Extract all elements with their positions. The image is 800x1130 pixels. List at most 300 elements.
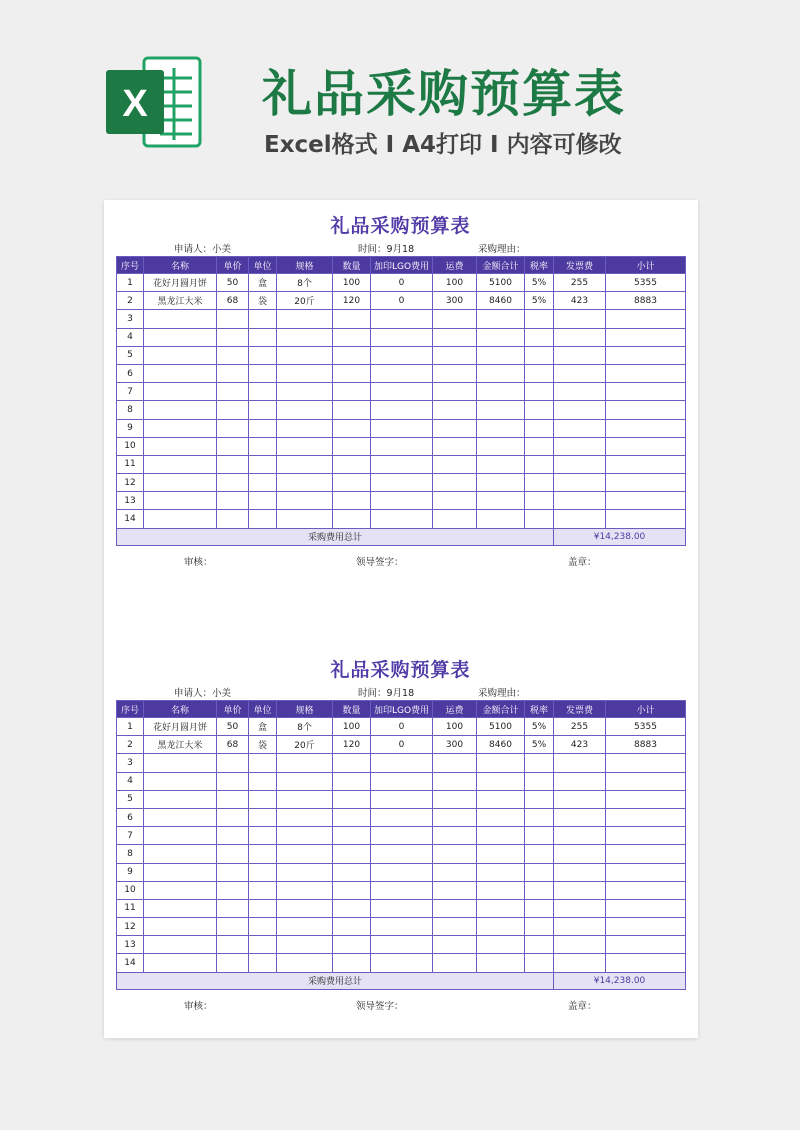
table-cell[interactable]	[333, 808, 371, 826]
table-cell[interactable]	[144, 790, 217, 808]
table-cell[interactable]	[433, 346, 477, 364]
table-cell[interactable]	[277, 754, 333, 772]
table-cell[interactable]	[554, 754, 606, 772]
table-cell[interactable]: 255	[554, 274, 606, 292]
table-cell[interactable]	[433, 863, 477, 881]
table-cell[interactable]	[477, 437, 525, 455]
table-cell[interactable]	[371, 474, 433, 492]
table-cell[interactable]	[333, 881, 371, 899]
table-cell[interactable]	[525, 437, 554, 455]
table-cell[interactable]	[525, 310, 554, 328]
table-cell[interactable]	[371, 346, 433, 364]
table-cell[interactable]	[249, 455, 277, 473]
table-cell[interactable]	[433, 474, 477, 492]
table-cell[interactable]	[606, 401, 686, 419]
table-cell[interactable]	[217, 383, 249, 401]
table-cell[interactable]	[525, 772, 554, 790]
table-cell[interactable]	[144, 419, 217, 437]
table-cell[interactable]: 0	[371, 736, 433, 754]
table-cell[interactable]	[144, 455, 217, 473]
table-cell[interactable]: 5	[117, 790, 144, 808]
table-cell[interactable]	[371, 772, 433, 790]
table-cell[interactable]: 2	[117, 736, 144, 754]
table-cell[interactable]	[217, 364, 249, 382]
table-cell[interactable]: 13	[117, 936, 144, 954]
table-cell[interactable]: 花好月圆月饼	[144, 274, 217, 292]
table-cell[interactable]	[477, 346, 525, 364]
table-cell[interactable]	[277, 954, 333, 972]
table-cell[interactable]	[333, 437, 371, 455]
table-cell[interactable]: 盒	[249, 274, 277, 292]
table-cell[interactable]	[525, 455, 554, 473]
table-cell[interactable]	[144, 754, 217, 772]
table-cell[interactable]	[433, 954, 477, 972]
table-cell[interactable]	[606, 383, 686, 401]
table-cell[interactable]: 黑龙江大米	[144, 292, 217, 310]
table-cell[interactable]	[606, 899, 686, 917]
table-cell[interactable]	[333, 954, 371, 972]
table-cell[interactable]	[606, 437, 686, 455]
table-cell[interactable]	[433, 328, 477, 346]
table-cell[interactable]	[217, 918, 249, 936]
table-cell[interactable]: 10	[117, 437, 144, 455]
table-cell[interactable]: 7	[117, 383, 144, 401]
table-cell[interactable]	[333, 364, 371, 382]
table-cell[interactable]	[333, 455, 371, 473]
table-cell[interactable]	[144, 827, 217, 845]
table-cell[interactable]	[606, 881, 686, 899]
table-cell[interactable]	[554, 310, 606, 328]
table-cell[interactable]: 7	[117, 827, 144, 845]
table-cell[interactable]	[249, 936, 277, 954]
table-cell[interactable]	[554, 419, 606, 437]
table-cell[interactable]	[277, 364, 333, 382]
table-cell[interactable]	[144, 954, 217, 972]
table-cell[interactable]	[525, 808, 554, 826]
table-cell[interactable]	[606, 790, 686, 808]
table-cell[interactable]	[477, 510, 525, 528]
table-cell[interactable]: 6	[117, 364, 144, 382]
table-cell[interactable]	[277, 492, 333, 510]
table-cell[interactable]	[554, 401, 606, 419]
table-cell[interactable]	[217, 310, 249, 328]
table-cell[interactable]	[433, 310, 477, 328]
table-cell[interactable]	[249, 899, 277, 917]
table-cell[interactable]	[277, 772, 333, 790]
table-cell[interactable]	[371, 419, 433, 437]
table-cell[interactable]	[144, 310, 217, 328]
table-cell[interactable]	[477, 328, 525, 346]
table-cell[interactable]: 8883	[606, 736, 686, 754]
table-cell[interactable]	[477, 492, 525, 510]
table-cell[interactable]	[277, 346, 333, 364]
table-cell[interactable]	[606, 863, 686, 881]
table-cell[interactable]	[217, 845, 249, 863]
table-cell[interactable]	[606, 419, 686, 437]
table-cell[interactable]	[554, 808, 606, 826]
table-cell[interactable]	[333, 918, 371, 936]
table-cell[interactable]	[144, 346, 217, 364]
table-cell[interactable]: 50	[217, 718, 249, 736]
table-cell[interactable]	[525, 936, 554, 954]
table-cell[interactable]	[525, 827, 554, 845]
table-cell[interactable]	[371, 863, 433, 881]
table-cell[interactable]	[525, 364, 554, 382]
table-cell[interactable]	[477, 419, 525, 437]
table-cell[interactable]	[144, 328, 217, 346]
table-cell[interactable]	[277, 328, 333, 346]
table-cell[interactable]: 11	[117, 899, 144, 917]
table-cell[interactable]	[606, 918, 686, 936]
table-cell[interactable]	[333, 899, 371, 917]
table-cell[interactable]	[217, 510, 249, 528]
table-cell[interactable]	[249, 419, 277, 437]
table-cell[interactable]	[433, 881, 477, 899]
table-cell[interactable]	[249, 790, 277, 808]
table-cell[interactable]	[371, 790, 433, 808]
table-cell[interactable]	[477, 936, 525, 954]
table-cell[interactable]: 14	[117, 954, 144, 972]
table-cell[interactable]	[217, 474, 249, 492]
table-cell[interactable]: 花好月圆月饼	[144, 718, 217, 736]
table-cell[interactable]	[477, 954, 525, 972]
table-cell[interactable]	[249, 310, 277, 328]
table-cell[interactable]	[554, 881, 606, 899]
table-cell[interactable]	[249, 954, 277, 972]
table-cell[interactable]	[333, 772, 371, 790]
table-cell[interactable]	[333, 863, 371, 881]
table-cell[interactable]: 4	[117, 772, 144, 790]
table-cell[interactable]	[277, 790, 333, 808]
table-cell[interactable]: 8个	[277, 718, 333, 736]
table-cell[interactable]: 10	[117, 881, 144, 899]
table-cell[interactable]	[371, 437, 433, 455]
table-cell[interactable]	[144, 918, 217, 936]
table-cell[interactable]	[333, 474, 371, 492]
table-cell[interactable]	[433, 827, 477, 845]
table-cell[interactable]	[433, 845, 477, 863]
table-cell[interactable]	[249, 383, 277, 401]
table-cell[interactable]: 0	[371, 274, 433, 292]
table-cell[interactable]	[217, 437, 249, 455]
table-cell[interactable]	[371, 918, 433, 936]
table-cell[interactable]	[371, 936, 433, 954]
table-cell[interactable]	[554, 899, 606, 917]
table-cell[interactable]	[477, 401, 525, 419]
table-cell[interactable]	[144, 510, 217, 528]
table-cell[interactable]	[554, 772, 606, 790]
table-cell[interactable]: 120	[333, 736, 371, 754]
table-cell[interactable]	[277, 899, 333, 917]
table-cell[interactable]: 100	[333, 274, 371, 292]
table-cell[interactable]	[217, 881, 249, 899]
table-cell[interactable]	[217, 492, 249, 510]
table-cell[interactable]: 20斤	[277, 292, 333, 310]
table-cell[interactable]	[144, 492, 217, 510]
table-cell[interactable]	[249, 510, 277, 528]
table-cell[interactable]	[433, 808, 477, 826]
table-cell[interactable]	[277, 827, 333, 845]
table-cell[interactable]	[477, 899, 525, 917]
table-cell[interactable]	[606, 364, 686, 382]
table-cell[interactable]	[433, 364, 477, 382]
table-cell[interactable]: 2	[117, 292, 144, 310]
table-cell[interactable]	[277, 310, 333, 328]
table-cell[interactable]	[217, 401, 249, 419]
table-cell[interactable]: 68	[217, 292, 249, 310]
table-cell[interactable]: 100	[433, 274, 477, 292]
table-cell[interactable]: 8883	[606, 292, 686, 310]
table-cell[interactable]	[217, 954, 249, 972]
table-cell[interactable]	[333, 310, 371, 328]
table-cell[interactable]: 423	[554, 736, 606, 754]
table-cell[interactable]	[606, 772, 686, 790]
table-cell[interactable]	[217, 419, 249, 437]
table-cell[interactable]	[554, 954, 606, 972]
table-cell[interactable]	[277, 808, 333, 826]
table-cell[interactable]	[525, 954, 554, 972]
table-cell[interactable]	[277, 918, 333, 936]
table-cell[interactable]	[554, 346, 606, 364]
table-cell[interactable]	[554, 328, 606, 346]
table-cell[interactable]: 300	[433, 292, 477, 310]
table-cell[interactable]	[144, 772, 217, 790]
table-cell[interactable]	[477, 790, 525, 808]
table-cell[interactable]	[433, 510, 477, 528]
table-cell[interactable]: 120	[333, 292, 371, 310]
table-cell[interactable]	[217, 328, 249, 346]
table-cell[interactable]	[606, 310, 686, 328]
table-cell[interactable]	[525, 510, 554, 528]
table-cell[interactable]	[144, 364, 217, 382]
table-cell[interactable]: 14	[117, 510, 144, 528]
table-cell[interactable]	[606, 845, 686, 863]
table-cell[interactable]	[277, 437, 333, 455]
table-cell[interactable]	[333, 492, 371, 510]
table-cell[interactable]	[525, 328, 554, 346]
table-cell[interactable]	[477, 863, 525, 881]
table-cell[interactable]	[433, 899, 477, 917]
table-cell[interactable]	[554, 790, 606, 808]
table-cell[interactable]	[554, 492, 606, 510]
table-cell[interactable]	[554, 364, 606, 382]
table-cell[interactable]: 5355	[606, 274, 686, 292]
table-cell[interactable]	[606, 827, 686, 845]
table-cell[interactable]	[606, 346, 686, 364]
table-cell[interactable]	[333, 790, 371, 808]
table-cell[interactable]: 8	[117, 845, 144, 863]
table-cell[interactable]	[333, 827, 371, 845]
table-cell[interactable]	[249, 772, 277, 790]
table-cell[interactable]: 5355	[606, 718, 686, 736]
table-cell[interactable]	[249, 346, 277, 364]
table-cell[interactable]	[144, 383, 217, 401]
table-cell[interactable]	[525, 754, 554, 772]
table-cell[interactable]: 3	[117, 310, 144, 328]
table-cell[interactable]	[606, 936, 686, 954]
table-cell[interactable]	[371, 383, 433, 401]
table-cell[interactable]	[277, 845, 333, 863]
table-cell[interactable]	[217, 899, 249, 917]
table-cell[interactable]: 50	[217, 274, 249, 292]
table-cell[interactable]: 1	[117, 718, 144, 736]
table-cell[interactable]	[606, 754, 686, 772]
table-cell[interactable]: 20斤	[277, 736, 333, 754]
table-cell[interactable]	[606, 455, 686, 473]
table-cell[interactable]: 5100	[477, 718, 525, 736]
table-cell[interactable]: 13	[117, 492, 144, 510]
table-cell[interactable]	[477, 474, 525, 492]
table-cell[interactable]	[477, 808, 525, 826]
table-cell[interactable]	[554, 936, 606, 954]
table-cell[interactable]	[554, 474, 606, 492]
table-cell[interactable]	[433, 455, 477, 473]
table-cell[interactable]	[371, 364, 433, 382]
table-cell[interactable]: 5	[117, 346, 144, 364]
table-cell[interactable]	[525, 346, 554, 364]
table-cell[interactable]	[249, 401, 277, 419]
table-cell[interactable]	[554, 455, 606, 473]
table-cell[interactable]	[606, 492, 686, 510]
table-cell[interactable]	[249, 827, 277, 845]
table-cell[interactable]: 12	[117, 474, 144, 492]
table-cell[interactable]: 423	[554, 292, 606, 310]
table-cell[interactable]: 5%	[525, 292, 554, 310]
table-cell[interactable]	[144, 401, 217, 419]
table-cell[interactable]: 5%	[525, 736, 554, 754]
table-cell[interactable]	[477, 918, 525, 936]
table-cell[interactable]	[433, 754, 477, 772]
table-cell[interactable]: 11	[117, 455, 144, 473]
table-cell[interactable]	[277, 881, 333, 899]
table-cell[interactable]: 9	[117, 419, 144, 437]
table-cell[interactable]	[371, 954, 433, 972]
table-cell[interactable]: 8	[117, 401, 144, 419]
table-cell[interactable]	[554, 827, 606, 845]
table-cell[interactable]: 8个	[277, 274, 333, 292]
table-cell[interactable]	[333, 510, 371, 528]
table-cell[interactable]	[144, 881, 217, 899]
table-cell[interactable]	[333, 754, 371, 772]
table-cell[interactable]	[433, 936, 477, 954]
table-cell[interactable]: 5100	[477, 274, 525, 292]
table-cell[interactable]	[477, 754, 525, 772]
table-cell[interactable]	[554, 845, 606, 863]
table-cell[interactable]	[277, 419, 333, 437]
table-cell[interactable]	[249, 492, 277, 510]
table-cell[interactable]	[249, 364, 277, 382]
table-cell[interactable]	[606, 474, 686, 492]
table-cell[interactable]	[249, 881, 277, 899]
table-cell[interactable]	[217, 754, 249, 772]
table-cell[interactable]	[477, 310, 525, 328]
table-cell[interactable]	[249, 845, 277, 863]
table-cell[interactable]	[249, 474, 277, 492]
table-cell[interactable]	[525, 790, 554, 808]
table-cell[interactable]	[217, 455, 249, 473]
table-cell[interactable]	[525, 845, 554, 863]
table-cell[interactable]	[477, 383, 525, 401]
table-cell[interactable]	[277, 455, 333, 473]
table-cell[interactable]: 袋	[249, 736, 277, 754]
table-cell[interactable]	[606, 510, 686, 528]
table-cell[interactable]	[333, 346, 371, 364]
table-cell[interactable]	[217, 772, 249, 790]
table-cell[interactable]	[554, 510, 606, 528]
table-cell[interactable]	[371, 310, 433, 328]
table-cell[interactable]	[333, 845, 371, 863]
table-cell[interactable]	[277, 401, 333, 419]
table-cell[interactable]	[371, 899, 433, 917]
table-cell[interactable]	[277, 383, 333, 401]
table-cell[interactable]	[525, 863, 554, 881]
table-cell[interactable]: 黑龙江大米	[144, 736, 217, 754]
table-cell[interactable]	[144, 474, 217, 492]
table-cell[interactable]	[249, 437, 277, 455]
table-cell[interactable]	[554, 918, 606, 936]
table-cell[interactable]	[217, 346, 249, 364]
table-cell[interactable]	[371, 328, 433, 346]
table-cell[interactable]: 0	[371, 718, 433, 736]
table-cell[interactable]	[217, 863, 249, 881]
table-cell[interactable]: 6	[117, 808, 144, 826]
table-cell[interactable]	[277, 510, 333, 528]
table-cell[interactable]	[333, 328, 371, 346]
table-cell[interactable]	[477, 881, 525, 899]
table-cell[interactable]	[371, 455, 433, 473]
table-cell[interactable]	[525, 492, 554, 510]
table-cell[interactable]: 8460	[477, 736, 525, 754]
table-cell[interactable]: 8460	[477, 292, 525, 310]
table-cell[interactable]	[217, 827, 249, 845]
table-cell[interactable]	[249, 918, 277, 936]
table-cell[interactable]	[144, 863, 217, 881]
table-cell[interactable]	[333, 419, 371, 437]
table-cell[interactable]	[144, 845, 217, 863]
table-cell[interactable]: 5%	[525, 718, 554, 736]
table-cell[interactable]	[554, 863, 606, 881]
table-cell[interactable]: 300	[433, 736, 477, 754]
table-cell[interactable]	[249, 754, 277, 772]
table-cell[interactable]	[606, 954, 686, 972]
table-cell[interactable]	[371, 754, 433, 772]
table-cell[interactable]	[525, 401, 554, 419]
table-cell[interactable]	[433, 383, 477, 401]
table-cell[interactable]	[525, 881, 554, 899]
table-cell[interactable]	[525, 383, 554, 401]
table-cell[interactable]	[371, 845, 433, 863]
table-cell[interactable]	[525, 899, 554, 917]
table-cell[interactable]	[333, 401, 371, 419]
table-cell[interactable]: 袋	[249, 292, 277, 310]
table-cell[interactable]	[433, 437, 477, 455]
table-cell[interactable]: 12	[117, 918, 144, 936]
table-cell[interactable]	[217, 808, 249, 826]
table-cell[interactable]	[277, 936, 333, 954]
table-cell[interactable]: 3	[117, 754, 144, 772]
table-cell[interactable]	[249, 863, 277, 881]
table-cell[interactable]	[433, 918, 477, 936]
table-cell[interactable]	[606, 808, 686, 826]
table-cell[interactable]	[333, 383, 371, 401]
table-cell[interactable]	[217, 936, 249, 954]
table-cell[interactable]	[433, 772, 477, 790]
table-cell[interactable]	[477, 455, 525, 473]
table-cell[interactable]	[525, 474, 554, 492]
table-cell[interactable]	[249, 328, 277, 346]
table-cell[interactable]	[144, 437, 217, 455]
table-cell[interactable]	[371, 881, 433, 899]
